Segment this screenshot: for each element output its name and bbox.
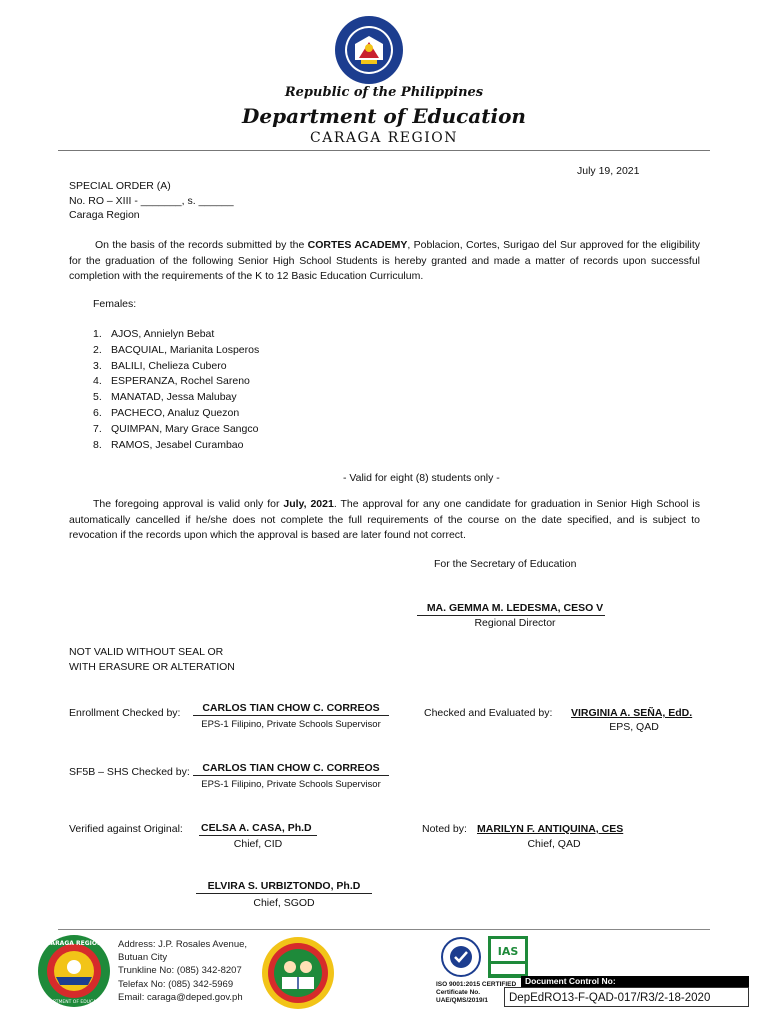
address-line1: Address: J.P. Rosales Avenue, (118, 939, 248, 950)
document-control-label: Document Control No: (521, 976, 749, 987)
document-date: July 19, 2021 (577, 165, 640, 177)
footer-address-block (118, 938, 247, 1004)
student-number: 8. (93, 438, 102, 451)
verifier-title: Chief, CID (233, 838, 283, 850)
enrollment-checker-title: EPS-1 Filipino, Private Schools Supervisor (201, 719, 381, 730)
student-number: 2. (93, 343, 102, 356)
sgod-chief-name: ELVIRA S. URBIZTONDO, Ph.D (207, 880, 361, 892)
student-name: MANATAD, Jessa Malubay (111, 391, 237, 404)
student-item (93, 375, 259, 391)
noted-label: Noted by: (422, 823, 467, 835)
student-name: BALILI, Chelieza Cubero (111, 359, 227, 372)
school-logo-icon (260, 935, 336, 1011)
student-item (93, 423, 259, 439)
evaluator-name: VIRGINIA A. SEÑA, EdD. (571, 707, 693, 719)
deped-seal-icon (333, 14, 405, 86)
student-item (93, 439, 259, 455)
signature-line (193, 715, 389, 716)
females-label: Females: (93, 298, 137, 310)
signature-line (199, 835, 317, 836)
p2-post: . The approval for any one candidate for graduation in Senior High School is automatically cancelled if he/she does not complete the full requirements of the course on the date specified, and is subject to revocation if the records upon which the approval is based are later found not correct. (69, 498, 700, 541)
student-item (93, 391, 259, 407)
for-secretary: For the Secretary of Education (434, 558, 577, 570)
caraga-region-logo-icon (36, 933, 112, 1009)
student-item (93, 328, 259, 344)
student-name: ESPERANZA, Rochel Sareno (111, 375, 250, 388)
footer-divider (58, 929, 710, 930)
p1-post: , Poblacion, Cortes, Surigao del Sur approved for the eligibility for the graduation of the following Senior High School Students is hereby granted and made a matter of records upon successful completion with the requirements of the K to 12 Basic Education Curriculum. (69, 239, 700, 282)
iso-line1: ISO 9001:2015 CERTIFIED (436, 981, 517, 988)
student-name: QUIMPAN, Mary Grace Sangco (111, 422, 259, 435)
order-number: No. RO – XIII - _______, s. ______ (69, 195, 234, 207)
document-control-value: DepEdRO13-F-QAD-017/R3/2-18-2020 (504, 987, 749, 1007)
address-line2: Butuan City (118, 952, 168, 964)
signature-line (196, 893, 372, 894)
student-number: 6. (93, 406, 102, 419)
sgod-chief-title: Chief, SGOD (253, 897, 315, 909)
student-name: BACQUIAL, Marianita Losperos (111, 343, 260, 356)
evaluated-label: Checked and Evaluated by: (424, 707, 553, 719)
region-subtitle: CARAGA REGION (310, 130, 458, 146)
student-number: 3. (93, 359, 102, 372)
sf5b-checker-title: EPS-1 Filipino, Private Schools Supervisor (201, 779, 381, 790)
evaluator-title: EPS, QAD (609, 721, 659, 733)
telefax: Telefax No: (085) 342-5969 (118, 978, 234, 990)
student-number: 7. (93, 422, 102, 435)
signature-line (193, 775, 389, 776)
ias-accreditation-icon (488, 936, 528, 978)
department-title: Department of Education (242, 104, 526, 128)
noter-title: Chief, QAD (527, 838, 581, 850)
student-name: RAMOS, Jesabel Curambao (111, 438, 244, 451)
not-valid-line2: WITH ERASURE OR ALTERATION (69, 661, 235, 673)
sf5b-checked-label: SF5B – SHS Checked by: (69, 766, 190, 778)
order-region: Caraga Region (69, 209, 140, 221)
order-title: SPECIAL ORDER (A) (69, 180, 171, 192)
trunkline: Trunkline No: (085) 342-8207 (118, 965, 242, 977)
email: Email: caraga@deped.gov.ph (118, 991, 243, 1003)
valid-note: - Valid for eight (8) students only - (343, 472, 500, 484)
svg-text:DEPARTMENT OF EDUCATION: DEPARTMENT OF EDUCATION (41, 1000, 107, 1005)
iso-certification-icon (437, 936, 485, 978)
paragraph-eligibility (69, 238, 700, 285)
sf5b-checker-name: CARLOS TIAN CHOW C. CORREOS (202, 762, 380, 774)
validity-date: July, 2021 (283, 498, 334, 510)
regional-director-name: MA. GEMMA M. LEDESMA, CESO V (426, 602, 604, 614)
svg-text:IAS: IAS (497, 945, 519, 958)
signature-line (417, 615, 605, 616)
student-list (93, 328, 259, 454)
iso-line2: Certificate No. (436, 989, 481, 996)
republic-line: Republic of the Philippines (284, 85, 484, 100)
student-item (93, 360, 259, 376)
p1-pre: On the basis of the records submitted by the (95, 239, 308, 251)
student-number: 5. (93, 391, 102, 404)
student-item (93, 407, 259, 423)
iso-line3: UAE/QMS/2019/1 (436, 997, 489, 1004)
student-item (93, 344, 259, 360)
verifier-name: CELSA A. CASA, Ph.D (201, 822, 312, 834)
student-name: AJOS, Annielyn Bebat (111, 328, 215, 340)
student-number: 1. (93, 328, 102, 340)
not-valid-line1: NOT VALID WITHOUT SEAL OR (69, 646, 224, 658)
paragraph-validity (69, 497, 700, 544)
regional-director-title: Regional Director (474, 617, 556, 629)
p2-pre: The foregoing approval is valid only for (93, 498, 284, 510)
noter-name: MARILYN F. ANTIQUINA, CES (477, 823, 624, 835)
header-divider (58, 150, 710, 151)
enrollment-checked-label: Enrollment Checked by: (69, 707, 181, 719)
school-name: CORTES ACADEMY (307, 239, 408, 251)
student-number: 4. (93, 375, 102, 388)
student-name: PACHECO, Analuz Quezon (111, 406, 240, 419)
enrollment-checker-name: CARLOS TIAN CHOW C. CORREOS (202, 702, 380, 714)
verified-label: Verified against Original: (69, 823, 183, 835)
svg-text:CARAGA REGION: CARAGA REGION (46, 940, 102, 947)
